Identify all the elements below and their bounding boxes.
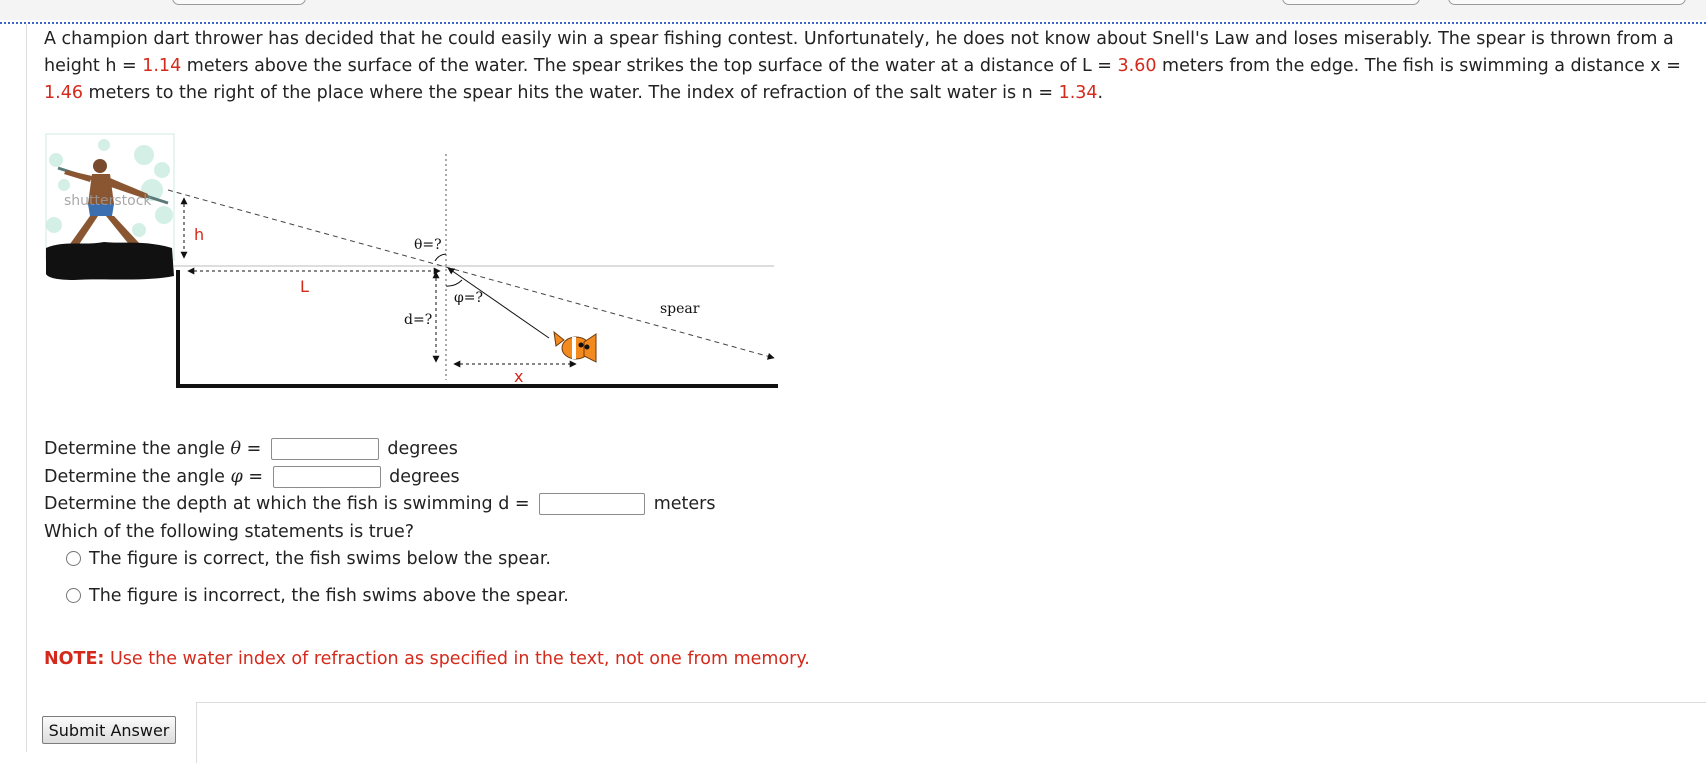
phi-unit: degrees xyxy=(389,467,460,487)
watermark-text: shutterstock xyxy=(64,193,152,209)
note-label: NOTE: xyxy=(44,649,105,669)
phi-symbol: φ xyxy=(230,467,243,487)
x-value: 1.46 xyxy=(44,83,83,103)
feedback-area xyxy=(196,702,1706,763)
h-value: 1.14 xyxy=(142,56,182,76)
radio-figure-incorrect[interactable] xyxy=(66,588,81,603)
top-toolbar-strip xyxy=(0,0,1706,20)
top-tab-right-1[interactable] xyxy=(1282,0,1420,5)
d-label: d=? xyxy=(404,312,433,328)
phi-arc xyxy=(446,280,462,286)
phi-label: φ=? xyxy=(454,290,484,306)
content-left-border xyxy=(26,24,27,752)
question-text: A champion dart thrower has decided that he could easily win a spear fishing contest. Unfortunately, he does not know about Snell's Law and loses miserably. The spear is thrown from a height h = 1.14 meters above the surface of the water. The spear strikes the top surface of the water at a distance of L = 3.60 meters from the edge. The fish is swimming a distance x = 1.46 meters to the right of the place where the spear hits the water. The index of refraction of the salt water is n = 1.34. xyxy=(44,29,1681,103)
spear-thrower-image xyxy=(46,134,174,280)
h-label: h xyxy=(194,225,205,244)
pool-walls xyxy=(178,270,778,386)
phi-input[interactable] xyxy=(273,466,381,488)
spear-fishing-diagram xyxy=(44,130,784,430)
x-label: x xyxy=(514,367,524,386)
L-value: 3.60 xyxy=(1117,56,1157,76)
depth-input[interactable] xyxy=(539,493,645,515)
theta-input[interactable] xyxy=(271,438,379,460)
n-value: 1.34 xyxy=(1058,83,1098,103)
top-tab-left[interactable] xyxy=(172,0,306,5)
theta-symbol: θ xyxy=(230,439,242,459)
theta-unit: degrees xyxy=(387,439,458,459)
top-tab-right-2[interactable] xyxy=(1448,0,1686,5)
spear-path xyxy=(168,190,774,358)
depth-row: Determine the depth at which the fish is swimming d = meters xyxy=(44,494,716,514)
option-figure-incorrect[interactable]: The figure is incorrect, the fish swims above the spear. xyxy=(66,584,569,608)
option-figure-correct[interactable]: The figure is correct, the fish swims below the spear. xyxy=(66,547,551,571)
theta-arc xyxy=(435,254,446,261)
depth-unit: meters xyxy=(653,494,716,514)
phi-row: Determine the angle φ = degrees xyxy=(44,467,460,487)
note-text: NOTE: Use the water index of refraction as specified in the text, not one from memory. xyxy=(44,649,810,669)
spear-label: spear xyxy=(660,301,700,317)
theta-label: θ=? xyxy=(414,237,442,253)
theta-row: Determine the angle θ = degrees xyxy=(44,439,458,459)
fish-icon xyxy=(554,332,596,362)
radio-figure-correct[interactable] xyxy=(66,551,81,566)
statement-prompt: Which of the following statements is true? xyxy=(44,522,415,542)
L-label: L xyxy=(300,277,309,296)
section-divider xyxy=(0,22,1706,24)
submit-answer-button[interactable]: Submit Answer xyxy=(42,716,176,744)
